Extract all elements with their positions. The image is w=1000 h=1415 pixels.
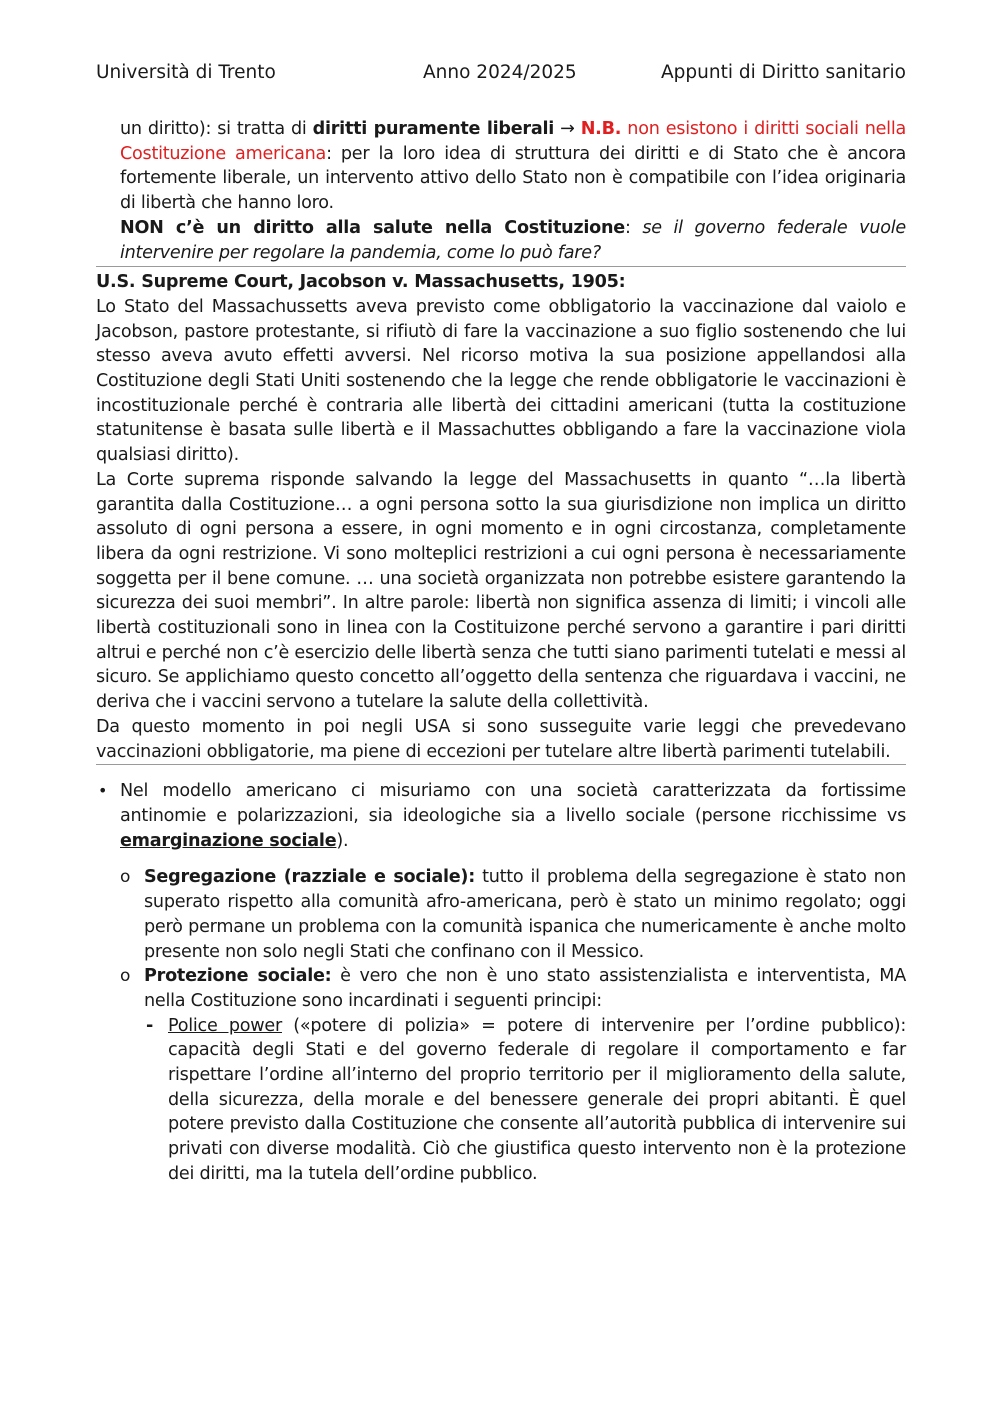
page-header	[96, 58, 906, 88]
bullet-icon: •	[98, 781, 108, 801]
list-item: • Nel modello americano ci misuriamo con una società caratterizzata da fortissime antinomie e polarizzazioni, sia ideologiche sia a livello sociale (persone ricchissime vs emarginazione sociale).	[98, 781, 906, 851]
case-paragraph-ruling: La Corte suprema risponde salvando la legge del Massachusetts in quanto “…la libertà garantita dalla Costituzione… a ogni persona sotto la sua giurisdizione non implica un diritto assoluto di ogni persona a essere, in ogni momento e in ogni circostanza, completamente libera da ogni restrizione. Vi sono molteplici restrizioni a cui ogni persona è necessariamente soggetta per il bene comune. … una società organizzata non potrebbe esistere garantendo la sicurezza dei suoi membri”. In altre parole: libertà non significa assenza di limiti; i vincoli alle libertà costituzionali sono in linea con la Costituizone perché servono a garantire i pari diritti altrui e perché non c’è esercizio delle libertà senza che tutti siano parimenti tutelati e messi al sicuro. Se applichiamo questo concetto all’oggetto della sentenza che riguardava i vaccini, ne deriva che i vaccini servono a tutelare la salute della collettività.	[96, 469, 906, 713]
sub-sub-list-item: - Police power («potere di polizia» = potere di intervenire per l’ordine pubblico): capacità degli Stati e del governo federale di regolare il comportamento e far rispettare l’ordine all’interno del proprio territorio per il miglioramento della salute, della sicurezza, della morale e del benessere generale dei propri abitanti. È quel potere previsto dalla Costituzione che consente all’autorità pubblica di intervenire sui privati con diverse modalità. Ciò che giustifica questo intervento non è la protezione dei diritti, ma la tutela dell’ordine pubblico.	[146, 1015, 906, 1184]
health-right-statement: NON c’è un diritto alla salute nella Costituzione	[120, 217, 625, 238]
case-paragraph-facts: Lo Stato del Massachussetts aveva previsto come obbligatorio la vaccinazione dal vaiolo e Jacobson, pastore protestante, si rifiutò di fare la vaccinazione a suo figlio sostenendo che lui stesso aveva avuto effetti avversi. Nel ricorso motiva la sua posizione appellandosi alla Costituzione degli Stati Uniti sostenendo che la legge che rende obbligatorie le vaccinazioni è incostituzionale perché è contraria alle libertà dei cittadini americani (tutta la costituzione statunitense è basata sulle libertà e il Massachuttes obbligando a fare la vaccinazione viola qualsiasi diritto).	[96, 296, 906, 466]
sub-list-item: o Segregazione (razziale e sociale): tutto il problema della segregazione è stato non superato rispetto alla comunità afro-americana, però è stato un minimo regolato; oggi però permane un problema con la comunità ispanica che numericamente è anche molto presente non solo negli Stati che confinano con il Messico.	[120, 867, 906, 962]
case-title: U.S. Supreme Court, Jacobson v. Massachusetts, 1905:	[96, 272, 626, 293]
sub-list-item: o Protezione sociale: è vero che non è uno stato assistenzialista e interventista, MA nella Costituzione sono incardinati i seguenti principi:	[120, 966, 906, 1011]
header-course: Appunti di Diritto sanitario	[661, 62, 906, 83]
intro-paragraph: un diritto): si tratta di diritti puramente liberali → N.B. non esistono i diritti sociali nella Costituzione americana: per la loro idea di struttura dei diritti e di Stato che è ancora fortemente liberale, un intervento attivo dello Stato non è compatibile con l’idea originaria di libertà che hanno loro.	[120, 119, 906, 214]
social-marginalization-term: emarginazione sociale	[120, 830, 337, 851]
nb-note: non esistono i diritti sociali nella Costituzione americana	[120, 119, 906, 164]
social-protection-term: Protezione sociale:	[144, 966, 332, 987]
nb-label: N.B.	[580, 119, 622, 139]
police-power-term: Police power	[168, 1015, 282, 1036]
case-box	[96, 267, 906, 764]
pandemic-question: se il governo federale vuole intervenire per regolare la pandemia, come lo può fare?	[120, 217, 906, 263]
section-divider	[96, 764, 906, 765]
liberal-rights-term: diritti puramente liberali	[312, 119, 555, 139]
header-year: Anno 2024/2025	[423, 62, 577, 83]
circle-bullet-icon: o	[120, 966, 131, 987]
circle-bullet-icon: o	[120, 867, 131, 888]
document-page	[96, 58, 906, 1187]
segregation-term: Segregazione (razziale e sociale):	[144, 867, 475, 888]
health-right-paragraph: NON c’è un diritto alla salute nella Costituzione: se il governo federale vuole intervenire per regolare la pandemia, come lo può fare?	[120, 217, 906, 263]
header-university: Università di Trento	[96, 62, 276, 83]
page-content	[96, 117, 906, 1187]
intro-section	[96, 117, 906, 265]
dash-bullet-icon: -	[146, 1015, 154, 1036]
arrow-glyph: →	[554, 119, 581, 139]
case-paragraph-aftermath: Da questo momento in poi negli USA si sono susseguite varie leggi che prevedevano vaccinazioni obbligatorie, ma piene di eccezioni per tutelare altre libertà parimenti tutelabili.	[96, 716, 906, 762]
bullet-list	[96, 779, 906, 1186]
